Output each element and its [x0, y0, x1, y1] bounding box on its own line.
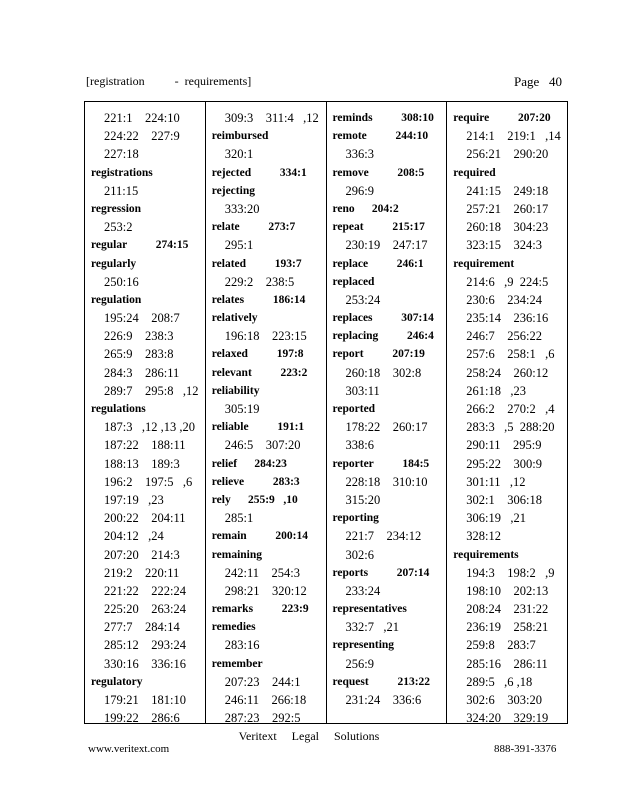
index-reference: 257:6 258:1 ,6 — [466, 347, 555, 362]
index-term: rejected 334:1 — [211, 166, 307, 179]
index-reference: 221:22 222:24 — [104, 583, 186, 598]
index-reference: 246:7 256:22 — [466, 329, 542, 344]
index-reference: 306:19 ,21 — [466, 511, 526, 526]
index-column-4 — [447, 102, 567, 723]
index-term: representing — [332, 639, 395, 652]
index-term: remain 200:14 — [211, 530, 309, 543]
index-reference: 196:18 223:15 — [224, 329, 307, 344]
index-reference: 332:7 ,21 — [345, 620, 399, 635]
index-term: relatively — [211, 312, 258, 325]
index-column-3 — [327, 102, 448, 723]
index-reference: 333:20 — [224, 201, 260, 216]
index-reference: 285:12 293:24 — [104, 638, 186, 653]
index-reference: 287:23 292:5 — [224, 711, 301, 723]
index-column-1 — [85, 102, 206, 723]
index-reference: 320:1 — [224, 147, 254, 162]
index-reference: 330:16 336:16 — [104, 656, 186, 671]
index-term: reporter 184:5 — [332, 457, 430, 470]
index-term: required — [453, 166, 496, 179]
index-term: regulations — [91, 403, 146, 415]
index-term: remaining — [211, 548, 263, 561]
header-range: [registration - requirements] — [86, 74, 252, 88]
index-reference: 296:9 — [345, 183, 374, 198]
footer-phone: 888-391-3376 — [494, 743, 557, 755]
index-term: regular 274:15 — [91, 239, 189, 252]
index-reference: 285:16 286:11 — [466, 656, 548, 671]
index-reference: 178:22 260:17 — [345, 420, 428, 435]
index-reference: 228:18 310:10 — [345, 474, 428, 489]
index-term: replaces 307:14 — [332, 312, 434, 325]
index-reference: 261:18 ,23 — [466, 383, 526, 398]
index-reference: 302:1 306:18 — [466, 492, 542, 507]
index-reference: 199:22 286:6 — [104, 711, 180, 723]
index-reference: 305:19 — [224, 402, 260, 416]
index-term: relief 284:23 — [211, 457, 287, 470]
index-term: rejecting — [211, 184, 255, 197]
index-reference: 315:20 — [345, 492, 381, 507]
index-reference: 219:2 220:11 — [104, 565, 180, 580]
index-reference: 336:3 — [345, 147, 374, 162]
index-reference: 283:3 ,5 288:20 — [466, 420, 555, 435]
index-reference: 241:15 249:18 — [466, 183, 549, 198]
index-reference: 302:6 — [345, 547, 374, 562]
index-reference: 229:2 238:5 — [224, 274, 295, 289]
index-term: requirements — [453, 548, 519, 561]
index-reference: 207:23 244:1 — [224, 674, 301, 689]
index-term: regulatory — [91, 675, 143, 688]
index-reference: 246:11 266:18 — [224, 693, 307, 707]
index-term: reported — [332, 403, 376, 415]
index-term: regression — [91, 202, 142, 215]
index-column-2 — [206, 102, 327, 723]
index-reference: 289:5 ,6 ,18 — [466, 674, 533, 689]
index-reference: 230:6 234:24 — [466, 292, 542, 307]
index-reference: 256:21 290:20 — [466, 147, 549, 162]
index-reference: 283:16 — [224, 638, 260, 653]
index-reference: 187:22 188:11 — [104, 438, 186, 453]
index-term: related 193:7 — [211, 257, 302, 270]
index-reference: 200:22 204:11 — [104, 511, 186, 526]
index-reference: 285:1 — [224, 511, 254, 526]
footer-company: Veritext Legal Solutions — [238, 729, 380, 743]
index-term: requirement — [453, 257, 515, 270]
index-reference: 211:15 — [104, 183, 139, 198]
index-reference: 253:24 — [345, 292, 381, 307]
index-reference: 221:1 224:10 — [104, 111, 180, 125]
index-reference: 214:6 ,9 224:5 — [466, 274, 549, 289]
index-term: remote 244:10 — [332, 130, 429, 143]
index-reference: 221:7 234:12 — [345, 529, 422, 544]
index-term: reports 207:14 — [332, 566, 430, 579]
index-reference: 198:10 202:13 — [466, 583, 549, 598]
index-term: relieve 283:3 — [211, 475, 300, 488]
index-reference: 224:22 227:9 — [104, 129, 180, 144]
index-term: reno 204:2 — [332, 202, 399, 215]
index-term: require 207:20 — [453, 112, 551, 124]
index-term: repeat 215:17 — [332, 221, 425, 234]
index-reference: 214:1 219:1 ,14 — [466, 129, 561, 144]
index-reference: 242:11 254:3 — [224, 565, 300, 580]
index-term: reimbursed — [211, 130, 269, 143]
index-term: remember — [211, 657, 263, 670]
index-reference: 250:16 — [104, 274, 139, 289]
index-reference: 309:3 311:4 ,12 — [224, 111, 319, 125]
index-reference: 233:24 — [345, 583, 381, 598]
index-reference: 188:13 189:3 — [104, 456, 180, 471]
index-term: relevant 223:2 — [211, 366, 308, 379]
index-reference: 277:7 284:14 — [104, 620, 180, 635]
index-term: regularly — [91, 257, 137, 270]
index-reference: 196:2 197:5 ,6 — [104, 474, 193, 489]
index-term: remedies — [211, 621, 256, 634]
index-reference: 260:18 304:23 — [466, 220, 549, 235]
index-reference: 225:20 263:24 — [104, 602, 186, 617]
index-term: registrations — [91, 166, 153, 179]
index-term: relate 273:7 — [211, 221, 296, 234]
index-reference: 256:9 — [345, 656, 374, 671]
index-reference: 295:1 — [224, 238, 254, 253]
index-reference: 328:12 — [466, 529, 501, 544]
index-term: reliable 191:1 — [211, 421, 305, 434]
index-term: replacing 246:4 — [332, 330, 434, 343]
index-term: request 213:22 — [332, 675, 431, 688]
index-reference: 284:3 286:11 — [104, 365, 180, 380]
index-reference: 298:21 320:12 — [224, 583, 307, 598]
index-term: reporting — [332, 512, 379, 525]
page-number: Page 40 — [514, 74, 563, 89]
index-term: reminds 308:10 — [332, 112, 434, 124]
index-reference: 290:11 295:9 — [466, 438, 542, 453]
index-reference: 265:9 283:8 — [104, 347, 174, 362]
index-term: representatives — [332, 603, 407, 616]
index-reference: 302:6 303:20 — [466, 693, 542, 707]
index-term: replace 246:1 — [332, 257, 424, 270]
index-reference: 338:6 — [345, 438, 374, 453]
index-reference: 195:24 208:7 — [104, 311, 180, 326]
index-term: reliability — [211, 384, 260, 397]
index-reference: 266:2 270:2 ,4 — [466, 402, 555, 416]
index-term: remarks 223:9 — [211, 603, 309, 616]
index-reference: 208:24 231:22 — [466, 602, 549, 617]
index-reference: 227:18 — [104, 147, 139, 162]
index-reference: 253:2 — [104, 220, 133, 235]
index-reference: 259:8 283:7 — [466, 638, 536, 653]
index-reference: 236:19 258:21 — [466, 620, 549, 635]
index-term: relaxed 197:8 — [211, 348, 304, 361]
index-reference: 323:15 324:3 — [466, 238, 542, 253]
index-reference: 197:19 ,23 — [104, 492, 164, 507]
index-reference: 204:12 ,24 — [104, 529, 164, 544]
index-reference: 230:19 247:17 — [345, 238, 428, 253]
index-reference: 187:3 ,12 ,13 ,20 — [104, 420, 195, 435]
index-term: report 207:19 — [332, 348, 425, 361]
index-term: replaced — [332, 275, 375, 288]
index-reference: 324:20 329:19 — [466, 711, 549, 723]
footer-website: www.veritext.com — [88, 743, 170, 755]
index-term: relates 186:14 — [211, 293, 306, 306]
index-reference: 303:11 — [345, 383, 380, 398]
index-term: remove 208:5 — [332, 166, 425, 179]
index-term: regulation — [91, 293, 142, 306]
index-reference: 235:14 236:16 — [466, 311, 549, 326]
index-reference: 257:21 260:17 — [466, 201, 549, 216]
index-reference: 194:3 198:2 ,9 — [466, 565, 555, 580]
index-reference: 231:24 336:6 — [345, 693, 422, 707]
index-term: rely 255:9 ,10 — [211, 493, 298, 506]
word-index-table — [84, 101, 568, 724]
index-reference: 207:20 214:3 — [104, 547, 180, 562]
index-reference: 295:22 300:9 — [466, 456, 542, 471]
index-reference: 289:7 295:8 ,12 — [104, 383, 199, 398]
index-reference: 260:18 302:8 — [345, 365, 422, 380]
index-reference: 246:5 307:20 — [224, 438, 301, 453]
index-reference: 226:9 238:3 — [104, 329, 174, 344]
index-reference: 258:24 260:12 — [466, 365, 549, 380]
index-reference: 179:21 181:10 — [104, 693, 186, 707]
index-reference: 301:11 ,12 — [466, 474, 526, 489]
